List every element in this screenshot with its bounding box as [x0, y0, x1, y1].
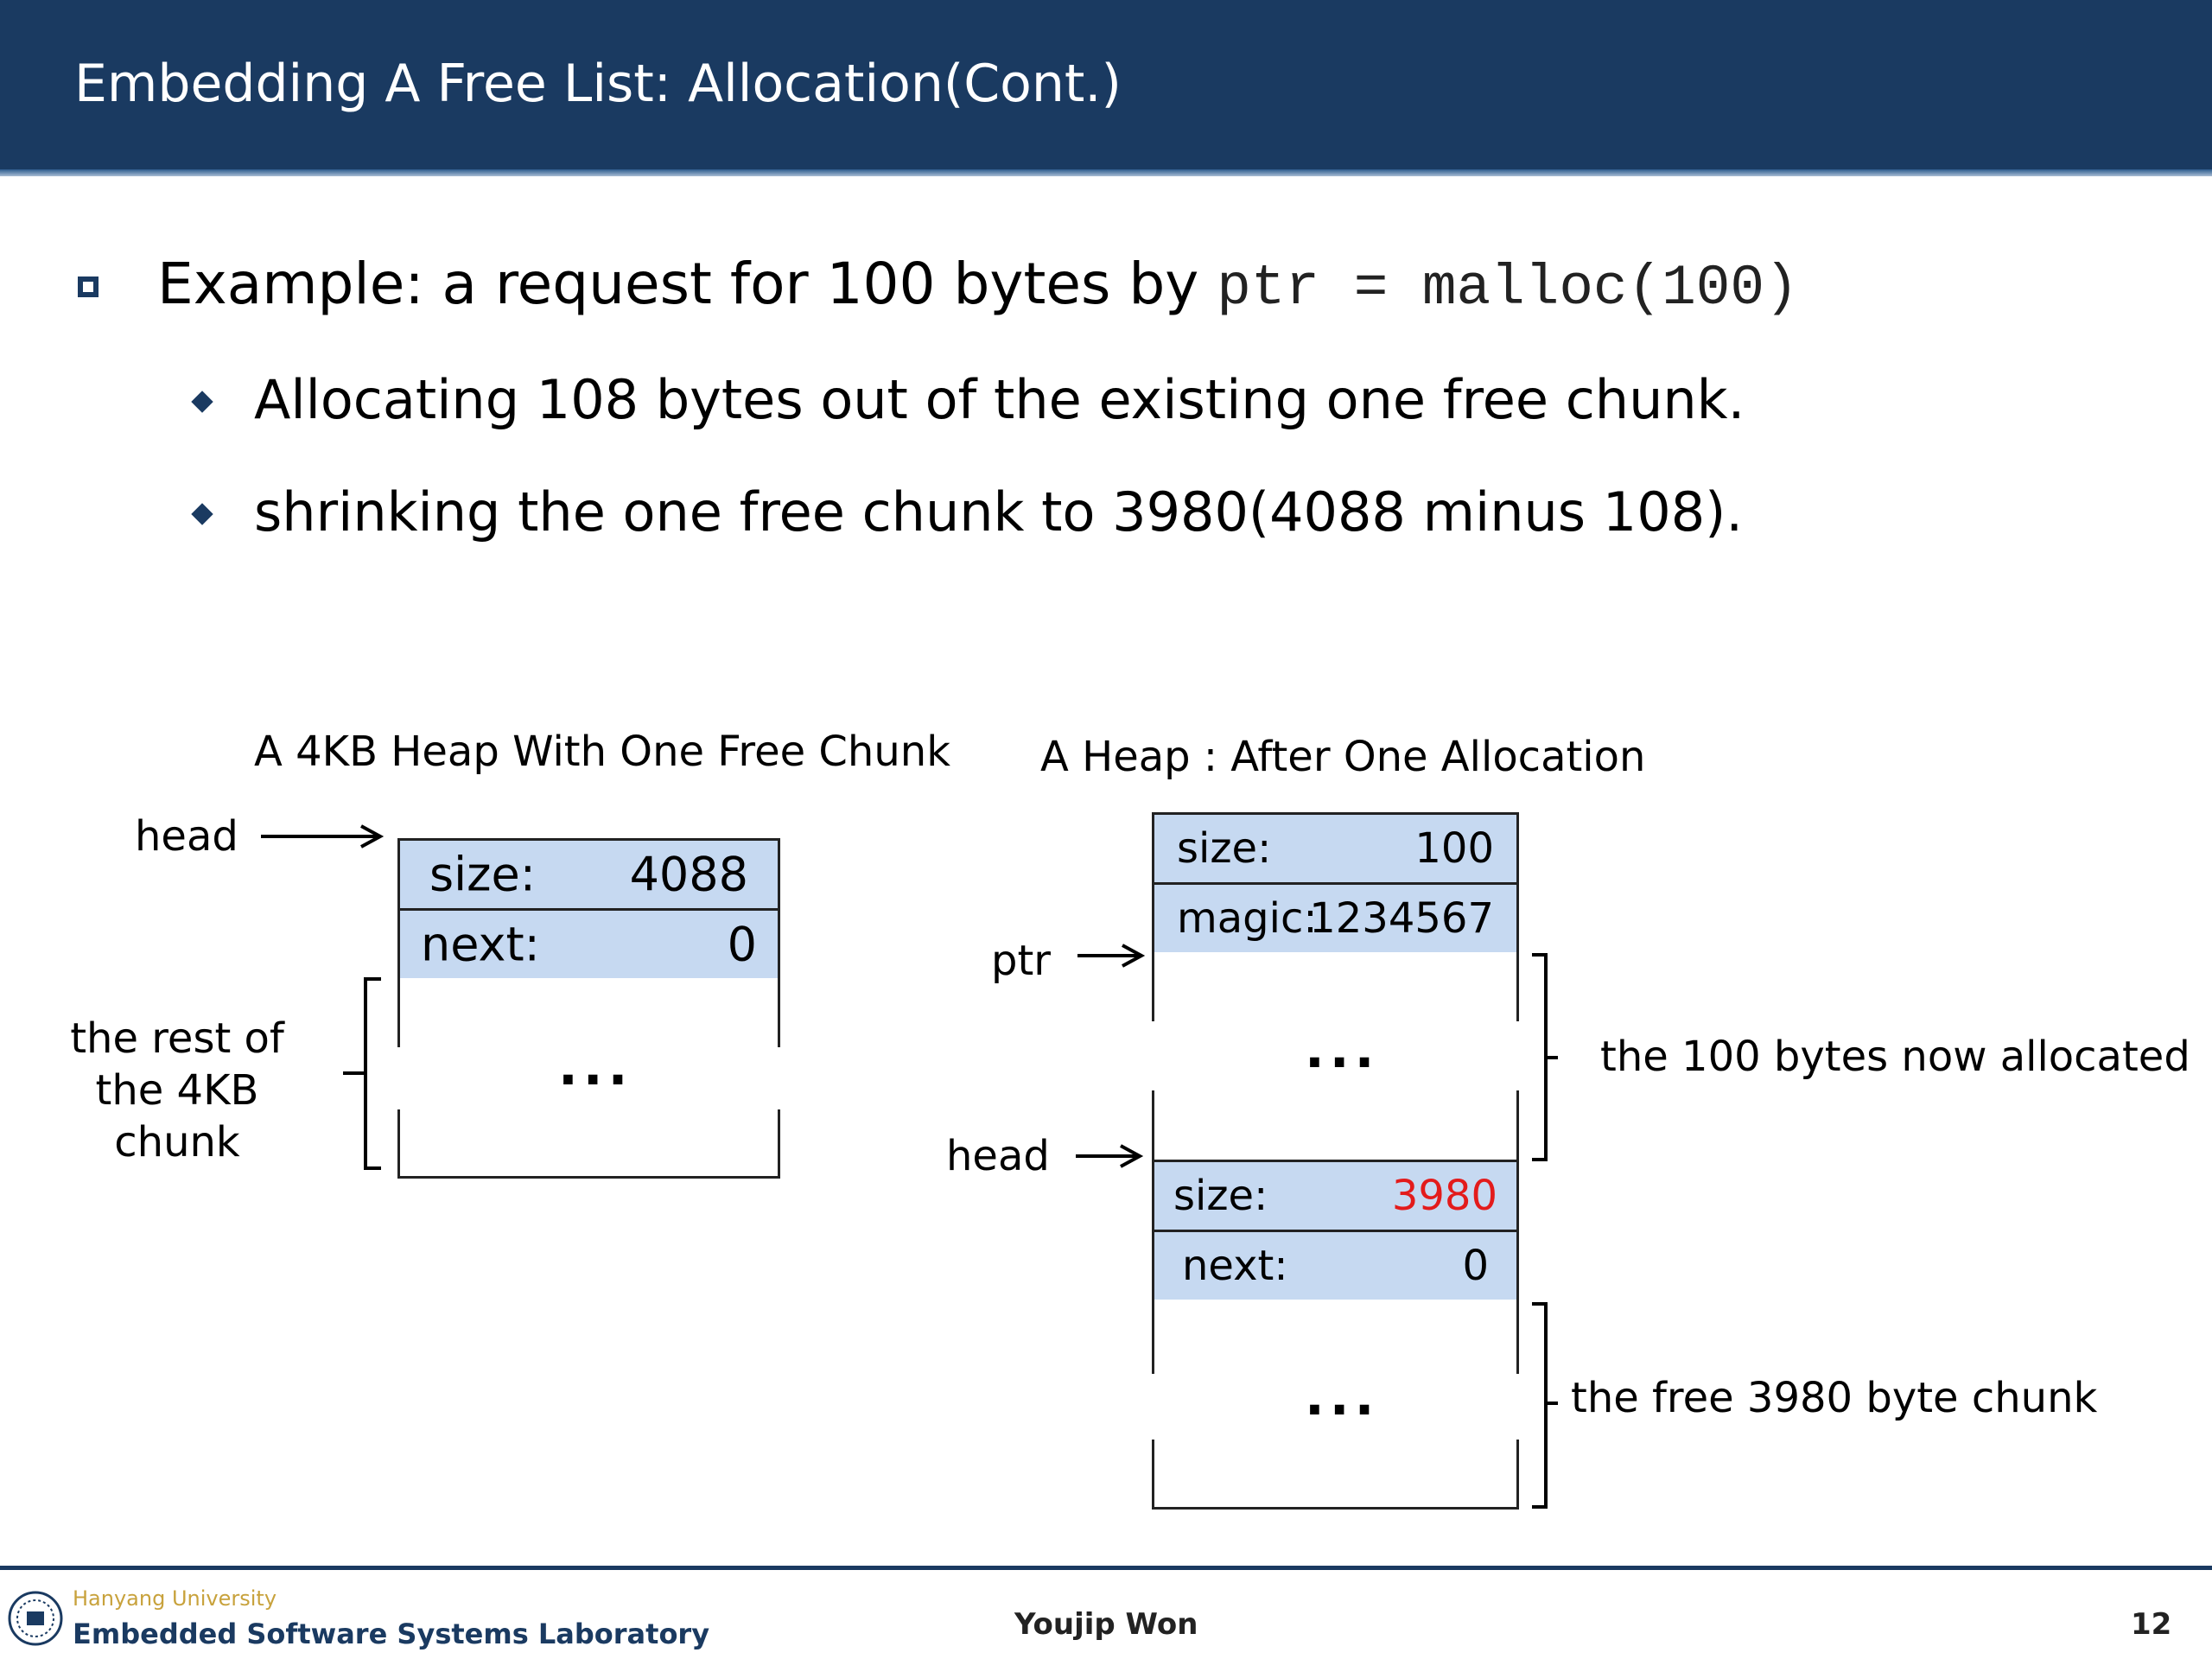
allocated-brace-icon [1529, 952, 1560, 1163]
left-brace-icon [341, 976, 385, 1171]
free-next-label: next: [1182, 1242, 1288, 1290]
lab-name: Embedded Software Systems Laboratory [73, 1618, 710, 1650]
free-size-value: 3980 [1391, 1172, 1497, 1220]
right-size-label: size: [1177, 824, 1272, 873]
left-brace-label [35, 1013, 320, 1168]
left-next-label: next: [421, 917, 540, 972]
right-ellipsis-2: ... [1305, 1367, 1380, 1427]
left-ellipsis: ... [558, 1037, 633, 1097]
left-next-value: 0 [727, 917, 757, 972]
free-size-cell [1152, 1160, 1519, 1232]
author-name: Youjip Won [1014, 1607, 1198, 1642]
right-head-arrow-icon [1074, 1145, 1143, 1171]
right-size-cell [1152, 812, 1519, 885]
right-size-value: 100 [1414, 824, 1494, 873]
university-name: Hanyang University [73, 1586, 277, 1611]
ptr-label: ptr [991, 937, 1052, 985]
bullet-main-text: Example: a request for 100 bytes by [157, 251, 1217, 317]
title-bar [0, 0, 2212, 171]
free-brace-icon [1529, 1301, 1560, 1510]
left-size-value: 4088 [629, 847, 748, 902]
right-magic-cell [1152, 882, 1519, 955]
right-magic-value: 1234567 [1309, 894, 1494, 943]
right-magic-label: magic: [1177, 894, 1318, 943]
page-number: 12 [2131, 1607, 2172, 1642]
allocated-label: the 100 bytes now allocated [1600, 1033, 2190, 1081]
university-seal-icon [7, 1590, 64, 1647]
bullet-main [157, 251, 1799, 321]
sub-bullet-2: shrinking the one free chunk to 3980(4088 minus 108). [254, 480, 1744, 543]
right-ellipsis-1: ... [1305, 1020, 1380, 1080]
footer-divider [0, 1566, 2212, 1570]
left-size-label: size: [429, 847, 536, 902]
free-next-cell [1152, 1230, 1519, 1302]
slide-title: Embedding A Free List: Allocation(Cont.) [74, 54, 1122, 114]
free-next-value: 0 [1462, 1242, 1489, 1290]
sub-bullet-1: Allocating 108 bytes out of the existing one free chunk. [254, 368, 1745, 431]
diamond-bullet-icon [191, 503, 213, 524]
right-head-label: head [946, 1132, 1050, 1180]
diamond-bullet-icon [191, 391, 213, 412]
free-chunk-label: the free 3980 byte chunk [1571, 1374, 2098, 1422]
left-size-cell [397, 838, 780, 911]
right-diagram-caption: A Heap : After One Allocation [1040, 733, 1646, 781]
left-brace-label-line-2: the 4KB chunk [95, 1066, 259, 1166]
left-head-arrow-icon [259, 825, 385, 851]
left-diagram-caption: A 4KB Heap With One Free Chunk [254, 728, 950, 776]
square-bullet-icon [78, 276, 99, 297]
bullet-main-code: ptr = malloc(100) [1217, 256, 1799, 321]
left-brace-label-line-1: the rest of [70, 1014, 284, 1063]
free-size-label: size: [1173, 1172, 1268, 1220]
ptr-arrow-icon [1076, 944, 1145, 970]
left-next-cell [397, 908, 780, 981]
left-head-label: head [135, 812, 238, 861]
